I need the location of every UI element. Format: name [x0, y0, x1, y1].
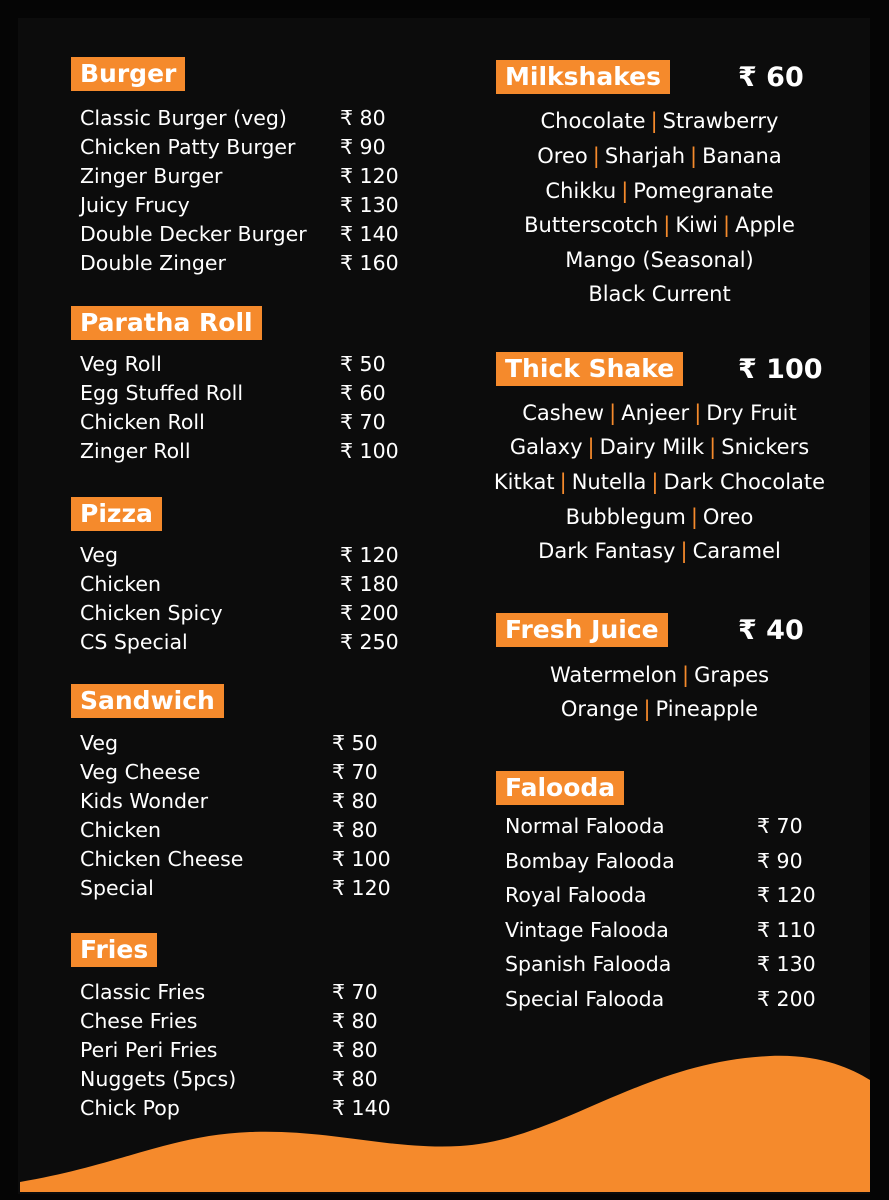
item-price: ₹ 80 [332, 818, 378, 842]
menu-item [80, 1007, 410, 1036]
item-name: Double Zinger [80, 251, 226, 275]
item-price: ₹ 120 [332, 876, 391, 900]
item-name: Classic Fries [80, 980, 206, 1004]
item-name: Chicken [80, 818, 162, 842]
section-heading-burger: Burger [71, 57, 185, 91]
item-name: Juicy Frucy [80, 193, 190, 217]
item-price: ₹ 110 [757, 918, 816, 942]
menu-item [80, 133, 410, 162]
item-name: Special Falooda [505, 987, 665, 1011]
item-price: ₹ 80 [332, 789, 378, 813]
menu-item [80, 787, 410, 816]
menu-item [80, 758, 410, 787]
item-price: ₹ 50 [332, 731, 378, 755]
item-name: Normal Falooda [505, 814, 665, 838]
section-heading-sandwich: Sandwich [71, 684, 224, 718]
item-name: Kids Wonder [80, 789, 209, 813]
item-price: ₹ 120 [340, 543, 399, 567]
menu-item [80, 978, 410, 1007]
item-price: ₹ 90 [340, 135, 386, 159]
item-price: ₹ 80 [340, 106, 386, 130]
menu-item [505, 950, 835, 979]
fresh-juice-price: ₹ 40 [738, 615, 804, 646]
item-name: Chicken Cheese [80, 847, 244, 871]
flavor-line: Galaxy | Dairy Milk | Snickers [509, 435, 810, 459]
section-heading-thick-shake: Thick Shake [496, 352, 683, 386]
flavor-line: Watermelon | Grapes [549, 663, 770, 687]
item-name: Veg Roll [80, 352, 162, 376]
section-heading-milkshakes: Milkshakes [496, 60, 670, 94]
item-price: ₹ 70 [332, 980, 378, 1004]
item-name: Chese Fries [80, 1009, 198, 1033]
flavor-line: Butterscotch | Kiwi | Apple [524, 213, 795, 237]
menu-item [80, 845, 410, 874]
item-name: Special [80, 876, 154, 900]
menu-item [505, 985, 835, 1014]
menu-item [505, 881, 835, 910]
item-price: ₹ 80 [332, 1009, 378, 1033]
menu-item [505, 916, 835, 945]
menu-item [80, 570, 410, 599]
milkshakes-price: ₹ 60 [738, 62, 804, 93]
item-name: Nuggets (5pcs) [80, 1067, 237, 1091]
item-name: Peri Peri Fries [80, 1038, 218, 1062]
item-name: Chicken Spicy [80, 601, 223, 625]
menu-item [80, 408, 410, 437]
item-price: ₹ 70 [332, 760, 378, 784]
section-heading-paratha-roll: Paratha Roll [71, 306, 262, 340]
item-price: ₹ 120 [757, 883, 816, 907]
flavor-line: Orange | Pineapple [560, 697, 759, 721]
item-price: ₹ 70 [340, 410, 386, 434]
menu-item [80, 191, 410, 220]
item-price: ₹ 50 [340, 352, 386, 376]
menu-item [80, 1065, 410, 1094]
item-price: ₹ 70 [757, 814, 803, 838]
menu-item [80, 104, 410, 133]
item-name: Chick Pop [80, 1096, 180, 1120]
menu-item [80, 220, 410, 249]
section-heading-fresh-juice: Fresh Juice [496, 613, 668, 647]
item-price: ₹ 130 [757, 952, 816, 976]
section-heading-falooda: Falooda [496, 771, 624, 805]
section-heading-pizza: Pizza [71, 497, 162, 531]
menu-item [80, 437, 410, 466]
menu-item [80, 599, 410, 628]
item-price: ₹ 100 [340, 439, 399, 463]
item-name: Chicken Roll [80, 410, 205, 434]
flavor-line: Chikku | Pomegranate [545, 179, 774, 203]
item-price: ₹ 140 [332, 1096, 391, 1120]
item-price: ₹ 250 [340, 630, 399, 654]
flavor-line: Dark Fantasy | Caramel [538, 539, 781, 563]
item-name: Egg Stuffed Roll [80, 381, 244, 405]
item-name: Spanish Falooda [505, 952, 672, 976]
item-price: ₹ 160 [340, 251, 399, 275]
thick-shake-price: ₹ 100 [738, 354, 823, 385]
flavor-line: Mango (Seasonal) [565, 248, 754, 272]
item-name: Veg Cheese [80, 760, 201, 784]
flavor-line: Black Current [588, 282, 731, 306]
menu-item [80, 541, 410, 570]
item-name: Bombay Falooda [505, 849, 675, 873]
item-price: ₹ 120 [340, 164, 399, 188]
item-name: Zinger Burger [80, 164, 223, 188]
item-price: ₹ 180 [340, 572, 399, 596]
flavor-line: Kitkat | Nutella | Dark Chocolate [493, 470, 826, 494]
flavor-line: Bubblegum | Oreo [565, 505, 754, 529]
section-heading-fries: Fries [71, 933, 157, 967]
menu-item [80, 350, 410, 379]
menu-item [80, 729, 410, 758]
item-name: Double Decker Burger [80, 222, 307, 246]
flavor-line: Cashew | Anjeer | Dry Fruit [522, 401, 797, 425]
menu-item [505, 847, 835, 876]
item-name: Classic Burger (veg) [80, 106, 287, 130]
menu-item [80, 162, 410, 191]
menu-item [80, 249, 410, 278]
item-price: ₹ 130 [340, 193, 399, 217]
item-price: ₹ 80 [332, 1067, 378, 1091]
item-name: CS Special [80, 630, 188, 654]
item-price: ₹ 100 [332, 847, 391, 871]
item-name: Chicken [80, 572, 162, 596]
item-price: ₹ 200 [340, 601, 399, 625]
menu-item [505, 812, 835, 841]
item-name: Royal Falooda [505, 883, 647, 907]
item-price: ₹ 200 [757, 987, 816, 1011]
menu-item [80, 628, 410, 657]
item-price: ₹ 140 [340, 222, 399, 246]
menu-item [80, 379, 410, 408]
flavor-line: Oreo | Sharjah | Banana [537, 144, 782, 168]
item-price: ₹ 60 [340, 381, 386, 405]
item-name: Vintage Falooda [505, 918, 669, 942]
item-name: Chicken Patty Burger [80, 135, 296, 159]
menu-item [80, 1094, 410, 1123]
item-name: Zinger Roll [80, 439, 191, 463]
item-name: Veg [80, 731, 119, 755]
flavor-line: Chocolate | Strawberry [540, 109, 779, 133]
item-name: Veg [80, 543, 119, 567]
menu-item [80, 1036, 410, 1065]
item-price: ₹ 80 [332, 1038, 378, 1062]
menu-item [80, 874, 410, 903]
menu-item [80, 816, 410, 845]
item-price: ₹ 90 [757, 849, 803, 873]
